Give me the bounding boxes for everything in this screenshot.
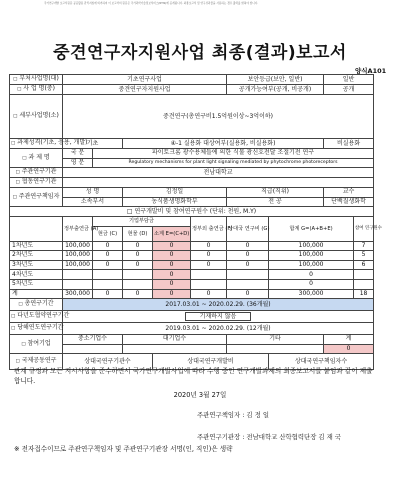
budget-cell-f [191, 270, 227, 280]
lead-institution-value: 전남대학교 [63, 168, 374, 178]
coop-institution-value [63, 178, 374, 188]
pi-name-label: 성 명 [63, 188, 123, 198]
budget-cell-total: 100,000 [269, 241, 354, 251]
project-type-label: □ 과제성격(기초, 응용, 개발) [10, 139, 63, 149]
budget-cell-f: 0 [191, 289, 227, 299]
budget-row [10, 241, 374, 251]
budget-cell-d [123, 279, 153, 289]
budget-cell-a: 100,000 [63, 251, 93, 261]
row-subprogram [10, 95, 374, 139]
budget-cell-total: 100,000 [269, 251, 354, 261]
pi-major-value: 단백질생화학 [324, 197, 374, 207]
disclosure-value: 공개 [324, 85, 374, 95]
row-coop-institution [10, 178, 374, 188]
budget-cell-a: 100,000 [63, 241, 93, 251]
commercialization-value: 비실용화 [324, 139, 374, 149]
budget-cell-g [227, 279, 269, 289]
row-lead-institution [10, 168, 374, 178]
korean-title-label: 국 문 [63, 149, 93, 159]
budget-cell-year: 4차년도 [10, 270, 63, 280]
budget-cell-f: 0 [191, 251, 227, 261]
budget-cell-c: 0 [93, 241, 123, 251]
year-header [10, 216, 63, 241]
budget-cell-p [354, 270, 374, 280]
korean-title-value: 파이토크롬 광수용체들에 의한 식물 광신호전달 조절기전 연구 [93, 149, 374, 159]
companies-label: □ 참여기업 [10, 335, 63, 354]
security-label: 보안등급(보안, 일반) [227, 75, 324, 85]
other-header: 정부외 출연금 (F) [191, 216, 227, 241]
budget-cell-c: 0 [93, 289, 123, 299]
form-number: 양식A101 [355, 67, 387, 75]
period-value: 2017.03.01 ~ 2020.02.29. (36개월) [63, 299, 374, 311]
ministry-value: 기초연구사업 [63, 75, 227, 85]
row-project-type [10, 139, 374, 149]
budget-cell-g: 0 [227, 251, 269, 261]
budget-cell-p: 5 [354, 251, 374, 261]
intl-label: □ 국제공동연구 [10, 354, 63, 370]
institution-signature-line: 주관연구기관장 : 전남대학교 산학협력단장 김 재 국 [197, 433, 341, 441]
current-period-value: 2019.03.01 ~ 2020.02.29. (12개월) [63, 323, 374, 335]
row-title-kr [10, 149, 374, 159]
period-label: □ 총연구기간 [10, 299, 63, 311]
companies-total-header: 계 [324, 335, 374, 345]
english-title-value: Regulatory mechanisms for plant light signaling mediated by phytochrome photoreceptors [93, 158, 374, 168]
budget-cell-year: 2차년도 [10, 251, 63, 261]
budget-cell-p: 7 [354, 241, 374, 251]
gov-header: 정부출연금 (A) [63, 216, 93, 241]
pi-name-value: 김정일 [123, 188, 227, 198]
budget-cell-d: 0 [123, 241, 153, 251]
budget-cell-f [191, 279, 227, 289]
row-multiyear [10, 311, 374, 323]
budget-cell-e: 0 [153, 260, 191, 270]
disclosure-label: 공개가능여부(공개, 비공개) [227, 85, 324, 95]
budget-cell-c [93, 270, 123, 280]
budget-cell-e: 0 [153, 251, 191, 261]
budget-cell-e: 0 [153, 279, 191, 289]
multiyear-label: □ 다년도협약연구기간 [10, 311, 63, 323]
budget-cell-total: 300,000 [269, 289, 354, 299]
budget-cell-d: 0 [123, 251, 153, 261]
intl-researchers-header: 상대국연구책임자수 [269, 354, 374, 370]
report-form-table [9, 74, 382, 370]
sme-value [63, 344, 123, 354]
page-title: 중견연구자지원사업 최종(결과)보고서 [53, 43, 347, 63]
budget-cell-f: 0 [191, 241, 227, 251]
budget-cell-p: 18 [354, 289, 374, 299]
total-header: 합계 G=(A+B+E) [269, 216, 354, 241]
budget-cell-year: 계 [10, 289, 63, 299]
row-current-period [10, 323, 374, 335]
row-pi-2 [10, 197, 374, 207]
budget-cell-g: 0 [227, 289, 269, 299]
local-header: 상대국 연구비 (G) [227, 216, 269, 241]
project-title-label: □ 과 제 명 [10, 149, 63, 168]
budget-cell-g [227, 270, 269, 280]
row-companies-2 [10, 344, 374, 354]
budget-cell-year: 5차년도 [10, 279, 63, 289]
pi-signature-line: 주관연구책임자 : 김 정 일 [197, 411, 270, 419]
budget-row [10, 260, 374, 270]
budget-cell-e: 0 [153, 270, 191, 280]
ministry-label: □ 부처사업명(대) [10, 75, 63, 85]
budget-row [10, 270, 374, 280]
pi-label: □ 주관연구책임자 [10, 188, 63, 207]
cash-header: 현금 (C) [93, 226, 123, 241]
lead-institution-label: □ 주관연구기관 [10, 168, 63, 178]
budget-cell-d: 0 [123, 260, 153, 270]
program-value: 중견연구자지원사업 [63, 85, 227, 95]
subprogram-label: □ 세부사업명(소) [10, 95, 63, 139]
budget-cell-f: 0 [191, 260, 227, 270]
footnote: ※ 전자접수이므로 주관연구책임자 및 주관연구기관장 서명(인, 직인)은 생략 [14, 445, 233, 453]
intl-budget-header: 상대국연구개발비 [153, 354, 269, 370]
budget-row [10, 279, 374, 289]
pi-position-value: 교수 [324, 188, 374, 198]
commercialization-label: ④-1 실용화 대상여부(실용화, 비실용화) [123, 139, 324, 149]
budget-cell-c: 0 [93, 251, 123, 261]
subtotal-header: 소계 E=(C+D) [153, 226, 191, 241]
budget-cell-c: 0 [93, 260, 123, 270]
row-program [10, 85, 374, 95]
budget-cell-p [354, 279, 374, 289]
budget-cell-a: 100,000 [63, 260, 93, 270]
budget-cell-total: 100,000 [269, 260, 354, 270]
budget-cell-g: 0 [227, 260, 269, 270]
row-budget-head1 [10, 216, 374, 226]
budget-cell-e: 0 [153, 289, 191, 299]
pi-position-label: 직급(직위) [227, 188, 324, 198]
row-pi-1 [10, 188, 374, 198]
people-header: 참여 연구원수 [354, 216, 374, 241]
budget-cell-c [93, 279, 123, 289]
row-title-en [10, 158, 374, 168]
budget-cell-a [63, 270, 93, 280]
row-budget-title [10, 207, 374, 217]
etc-value [227, 344, 324, 354]
row-ministry [10, 75, 374, 85]
budget-cell-p: 6 [354, 260, 374, 270]
budget-cell-total: 0 [269, 270, 354, 280]
security-value: 일반 [324, 75, 374, 85]
current-period-label: □ 당해연도연구기간 [10, 323, 63, 335]
private-header: 기업부담금 [93, 216, 191, 226]
budget-row [10, 289, 374, 299]
project-type-value: 기초 [63, 139, 123, 149]
pi-major-label: 전 공 [227, 197, 324, 207]
program-label: □ 사 업 명(중) [10, 85, 63, 95]
disclosure-note: 국가연구개발 보고서원문 공공활용 관리지침에 의거하여 이 보고서의 원문은 국가과학기술정보서비스(NTIS)에 공개됩니다. 최종보고서 및 연구성과물을 사용하는 경우 출처를 밝혀야 합니다. [44, 2, 259, 5]
english-title-label: 영 문 [63, 158, 93, 168]
budget-row [10, 251, 374, 261]
sme-header: 중소기업수 [63, 335, 123, 345]
budget-section-label: □ 연구개발비 및 참여연구원수 (단위: 천원, M.Y) [10, 207, 374, 217]
multiyear-value: 기재하지 않음 [63, 311, 374, 323]
pi-dept-value: 농식품생명화학부 [123, 197, 227, 207]
subprogram-value: 중견연구(총연구비1.5억원이상~3억이하) [63, 95, 374, 139]
pi-dept-label: 소속부서 [63, 197, 123, 207]
budget-cell-g: 0 [227, 241, 269, 251]
budget-cell-a: 300,000 [63, 289, 93, 299]
row-companies-1 [10, 335, 374, 345]
submission-date: 2020년 3월 27일 [173, 391, 227, 399]
etc-header: 기타 [227, 335, 324, 345]
budget-cell-year: 1차년도 [10, 241, 63, 251]
budget-cell-d: 0 [123, 289, 153, 299]
coop-institution-label: □ 협동연구기관 [10, 178, 63, 188]
submission-statement: 관계 규정과 모든 지시사항을 준수하면서 국가연구개발사업에 따라 수행 중인 연구개발과제의 최종보고서를 붙임과 같이 제출 합니다. [14, 367, 373, 385]
large-value [123, 344, 227, 354]
budget-cell-e: 0 [153, 241, 191, 251]
row-period [10, 299, 374, 311]
companies-total-value: 0 [324, 344, 374, 354]
budget-cell-d [123, 270, 153, 280]
intl-institutions-header: 상대국연구기관수 [63, 354, 153, 370]
kind-header: 현물 (D) [123, 226, 153, 241]
budget-cell-a [63, 279, 93, 289]
large-header: 대기업수 [123, 335, 227, 345]
budget-cell-year: 3차년도 [10, 260, 63, 270]
budget-cell-total: 0 [269, 279, 354, 289]
